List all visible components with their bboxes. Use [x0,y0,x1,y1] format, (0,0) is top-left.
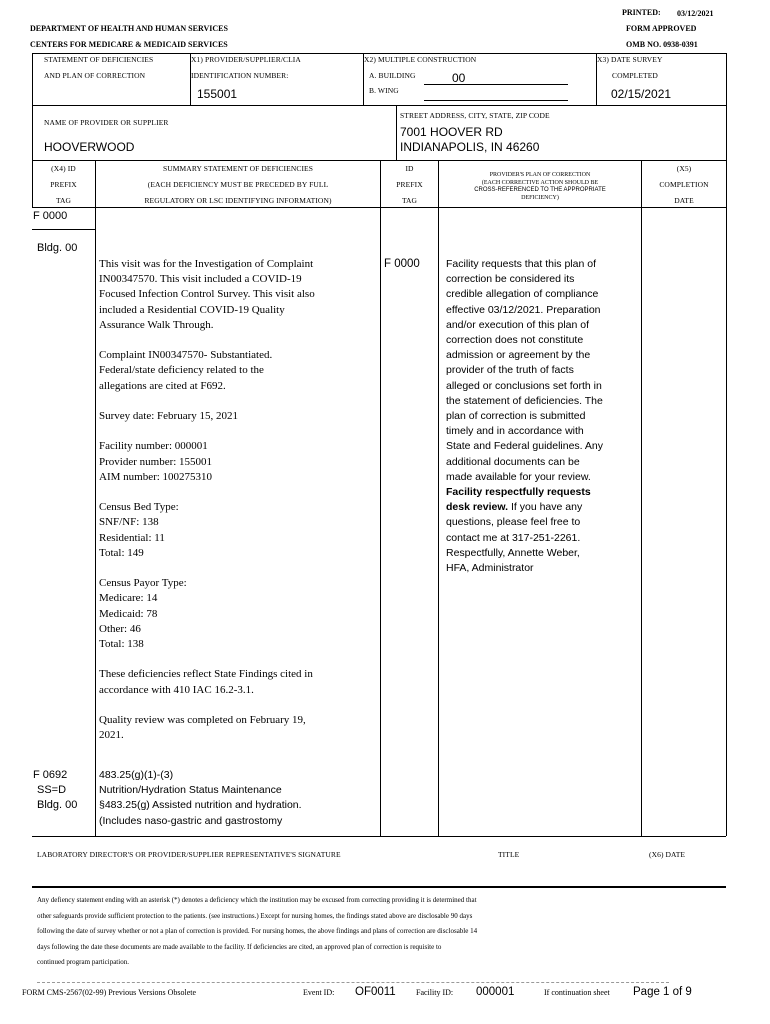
summary-line: Provider number: 155001 [99,455,213,468]
completed-label: COMPLETED [612,71,658,80]
omb-number: OMB NO. 0938-0391 [626,40,698,49]
facility-id-value: 000001 [476,986,515,998]
id-tag-label: TAG [401,196,418,205]
address-line-1: 7001 HOOVER RD [400,125,503,139]
desk-review-text: desk review. [446,501,509,514]
title-label: TITLE [498,850,520,859]
summary-line: SNF/NF: 138 [99,516,159,529]
bldg-00: Bldg. 00 [37,242,78,254]
id-label: ID [405,164,414,173]
facility-id-label: Facility ID: [416,988,454,997]
printed-date: 03/12/2021 [677,9,714,18]
plan-line: Facility requests that this plan of [446,258,596,270]
summary-line: Facility number: 000001 [99,440,208,453]
footnote-line: other safeguards provide sufficient protection to the patients. (see instructions.) Except for nursing homes, the findings stated above are disclosable 90 days [37,911,473,920]
printed-label: PRINTED: [622,8,661,17]
plan-header-2: (EACH CORRECTIVE ACTION SHOULD BE [481,180,599,186]
summary-line: Residential: 11 [99,531,165,544]
summary-line: 2021. [99,729,124,742]
severity-scope: SS=D [37,784,67,797]
statement-label-2: AND PLAN OF CORRECTION [44,71,146,80]
tag-f0692: F 0692 [33,769,68,781]
summary-line: Medicaid: 78 [99,607,158,620]
summary-line: Survey date: February 15, 2021 [99,410,238,422]
footnote-line: continued program participation. [37,958,129,966]
summary-line: Census Payor Type: [99,577,187,590]
summary-line: Focused Infection Control Survey. This visit also [99,288,315,301]
date-survey-label: X3) DATE SURVEY [597,55,663,64]
plan-line: effective 03/12/2021. Preparation [446,303,601,316]
provider-id-label-2: IDENTIFICATION NUMBER: [191,71,289,80]
provider-name-value: HOOVERWOOD [44,140,135,154]
plan-line: the statement of deficiencies. The [446,394,603,407]
centers-name: CENTERS FOR MEDICARE & MEDICAID SERVICES [30,40,228,49]
summary-line: Other: 46 [99,622,141,635]
x4-prefix-label: PREFIX [50,180,77,189]
f692-line: §483.25(g) Assisted nutrition and hydration. [99,799,302,812]
plan-header-3: CROSS-REFERENCED TO THE APPROPRIATE [474,187,606,193]
event-id-label: Event ID: [303,988,335,997]
plan-after-bold: If you have any [508,501,583,514]
plan-line: admission or agreement by the [446,349,591,362]
plan-line: alleged or conclusions set forth in [446,379,602,392]
provider-id-value: 155001 [197,87,238,101]
provider-name-label: NAME OF PROVIDER OR SUPPLIER [44,118,169,127]
form-number: FORM CMS-2567(02-99) Previous Versions Obsolete [22,988,197,997]
plan-tag-f0000: F 0000 [384,258,420,270]
building-label: A. BUILDING [369,71,416,80]
summary-line: AIM number: 100275310 [99,470,213,483]
statement-label-1: STATEMENT OF DEFICIENCIES [44,55,154,64]
summary-line: This visit was for the Investigation of Complaint [99,258,314,270]
summary-line: Total: 149 [99,546,144,559]
x4-id-label: (X4) ID [51,164,76,173]
f692-line: (Includes naso-gastric and gastrostomy [99,814,283,827]
summary-header-1: SUMMARY STATEMENT OF DEFICIENCIES [162,164,313,173]
f692-line: 483.25(g)(1)-(3) [99,769,174,781]
plan-line: correction be considered its [446,273,575,286]
summary-line: accordance with 410 IAC 16.2-3.1. [99,683,254,696]
building-value: 00 [452,71,466,85]
address-line-2: INDIANAPOLIS, IN 46260 [400,140,540,154]
completion-label: COMPLETION [659,180,709,189]
plan-line: plan of correction is submitted [446,410,586,423]
event-id-value: OF0011 [355,986,396,998]
plan-line: correction does not constitute [446,334,584,347]
summary-line: Quality review was completed on February 19, [99,713,306,726]
summary-line: Census Bed Type: [99,501,179,514]
summary-line: included a Residential COVID-19 Quality [99,303,285,316]
plan-line: additional documents can be [446,455,580,468]
plan-line: provider of the truth of facts [446,364,574,377]
summary-header-2: (EACH DEFICIENCY MUST BE PRECEDED BY FULL [147,180,329,189]
plan-line: and/or execution of this plan of [446,318,590,331]
continuation-label: If continuation sheet [544,988,610,997]
footnote-line: following the date of survey whether or not a plan of correction is provided. For nursing homes, the above findings and plans of correction are disclosable 14 [37,927,478,935]
address-label: STREET ADDRESS, CITY, STATE, ZIP CODE [400,111,550,120]
summary-line: IN00347570. This visit included a COVID-19 [99,273,302,286]
plan-line: timely and in accordance with [446,425,584,438]
summary-line: Federal/state deficiency related to the [99,364,264,377]
provider-id-label: X1) PROVIDER/SUPPLIER/CLIA [191,55,301,64]
summary-line: allegations are cited at F692. [99,379,226,392]
tag-f0000: F 0000 [33,210,68,222]
multiple-construction-label: X2) MULTIPLE CONSTRUCTION [364,55,477,64]
x5-label: (X5) [676,164,692,173]
plan-line: questions, please feel free to [446,516,581,529]
plan-line: Respectfully, Annette Weber, [446,546,580,559]
summary-line: Total: 138 [99,638,144,650]
summary-header-3: REGULATORY OR LSC IDENTIFYING INFORMATION) [144,196,332,205]
wing-label: B. WING [369,86,399,95]
plan-line: made available for your review. [446,470,591,483]
x4-tag-label: TAG [55,196,72,205]
summary-line: Assurance Walk Through. [99,318,214,331]
survey-date-value: 02/15/2021 [611,87,672,101]
plan-line: HFA, Administrator [446,562,534,575]
plan-header-1: PROVIDER'S PLAN OF CORRECTION [489,172,591,178]
plan-text [446,257,603,576]
page-number: Page 1 of 9 [633,986,692,998]
plan-line: credible allegation of compliance [446,288,599,301]
plan-line: contact me at 317-251-2261. [446,531,581,544]
footnote-line: Any defiency statement ending with an asterisk (*) denotes a deficiency which the institution may be excused from correcting providing it is determined that [37,896,477,904]
date-label: DATE [674,196,694,205]
plan-bold-line: Facility respectfully requests [446,486,591,499]
f692-text [99,768,302,829]
plan-line: State and Federal guidelines. Any [446,440,604,453]
plan-header-4: DEFICIENCY) [521,195,559,201]
footnote [37,893,477,971]
tag-f0692-block [33,768,77,814]
signature-date-label: (X6) DATE [649,850,686,859]
plan-mixed-line [446,500,603,515]
bldg-00-second: Bldg. 00 [37,799,78,812]
footnote-line: days following the date these documents are made available to the facility. If deficiencies are cited, an approved plan of correction is requisite to [37,942,442,951]
f692-line: Nutrition/Hydration Status Maintenance [99,784,282,797]
summary-text [99,257,315,743]
form-approved: FORM APPROVED [626,24,697,33]
signature-label: LABORATORY DIRECTOR'S OR PROVIDER/SUPPLIER REPRESENTATIVE'S SIGNATURE [37,850,341,859]
department-name: DEPARTMENT OF HEALTH AND HUMAN SERVICES [30,24,228,33]
summary-line: Complaint IN00347570- Substantiated. [99,349,273,362]
summary-line: These deficiencies reflect State Findings cited in [99,668,313,681]
id-prefix-label: PREFIX [396,180,423,189]
summary-line: Medicare: 14 [99,592,158,605]
